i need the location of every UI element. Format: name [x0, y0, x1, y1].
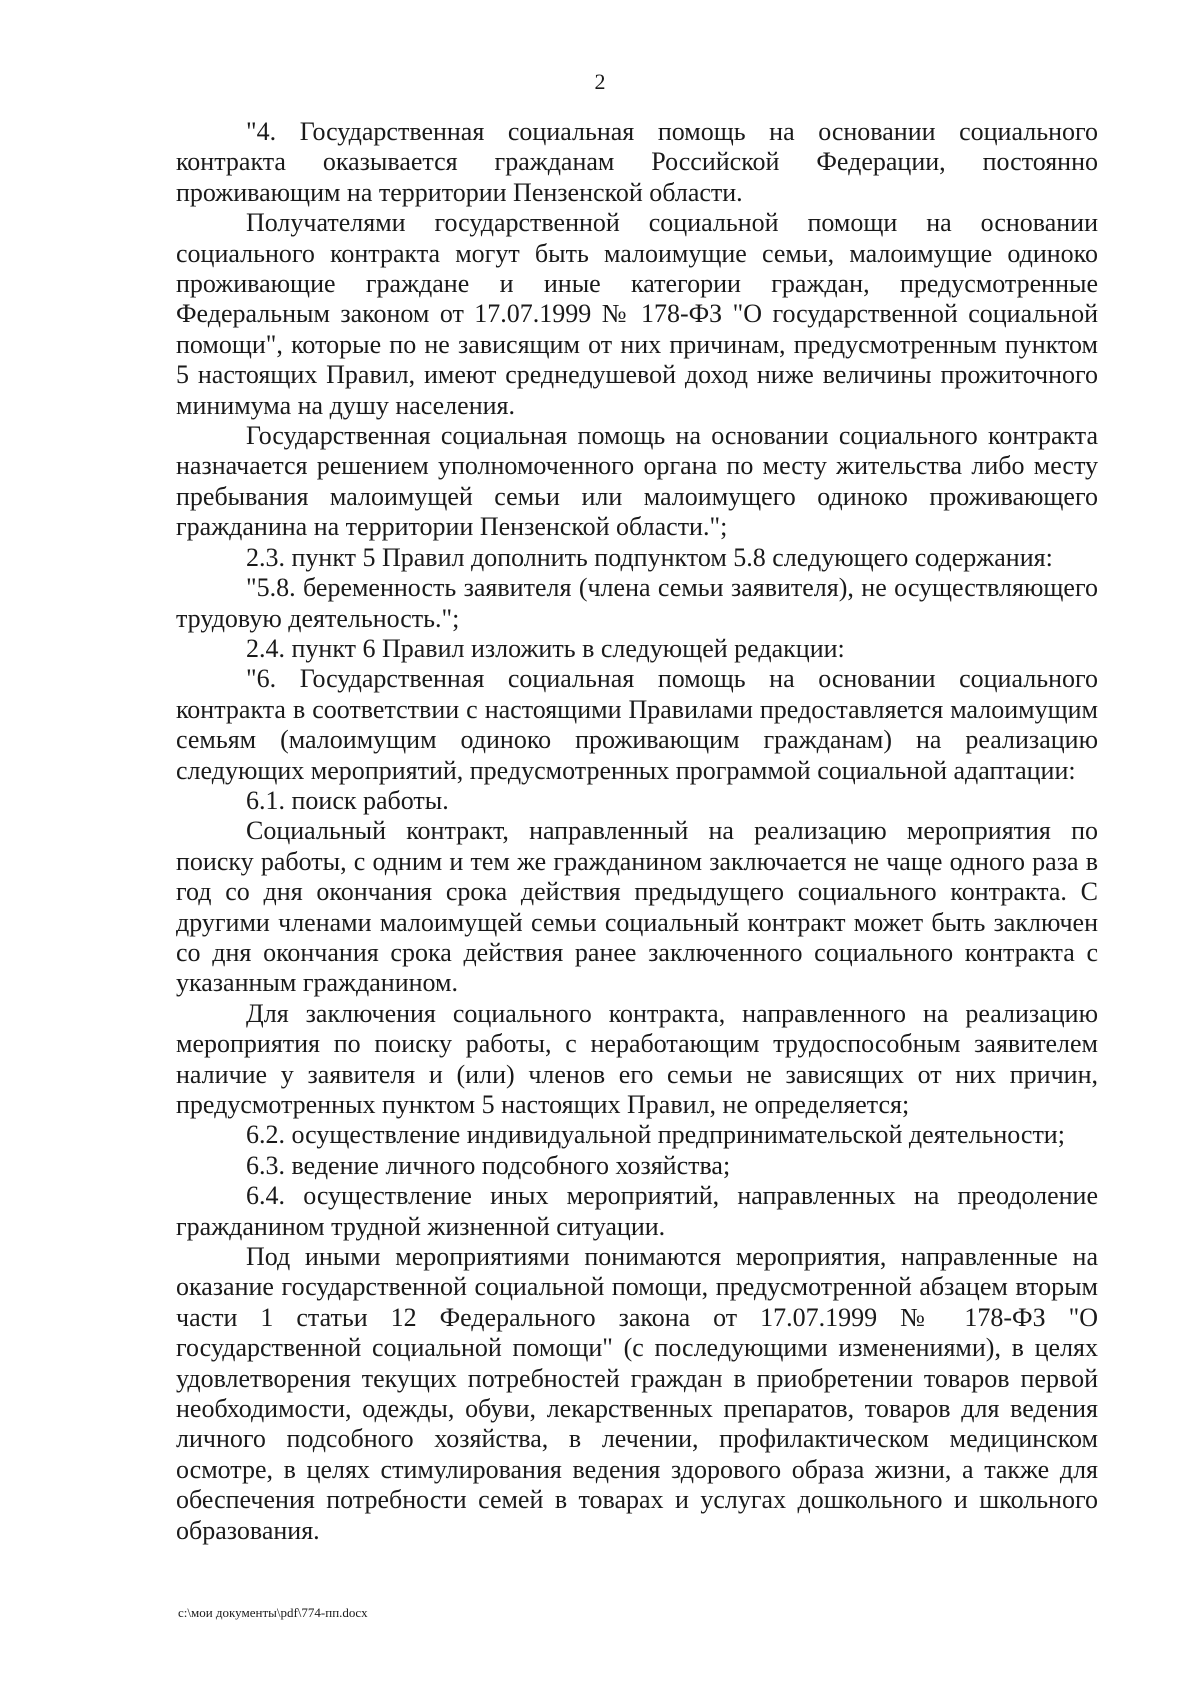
paragraph-other-measures: Под иными мероприятиями понимаются мероприятия, направленные на оказание государственной социальной помощи, предусмотренной абзацем вторым части 1 статьи 12 Федерального закона от 17.07.1999 № 178-ФЗ "О государственной социальной помощи" (с последующими изменениями), в целях удовлетворения текущих потребностей граждан в приобретении товаров первой необходимости, одежды, обуви, лекарственных препаратов, товаров для ведения личного подсобного хозяйства, в лечении, профилактическом медицинском осмотре, в целях стимулирования ведения здорового образа жизни, а также для обеспечения потребности семей в товарах и услугах дошкольного и школьного образования.	[176, 1242, 1098, 1545]
paragraph-6-4: 6.4. осуществление иных мероприятий, направленных на преодоление гражданином трудной жизненной ситуации.	[176, 1181, 1098, 1241]
page-number: 2	[594, 69, 606, 94]
paragraph-6-3: 6.3. ведение личного подсобного хозяйства;	[246, 1150, 731, 1180]
paragraph-2-4: 2.4. пункт 6 Правил изложить в следующей редакции:	[246, 633, 845, 663]
paragraph-5-8: "5.8. беременность заявителя (члена семьи заявителя), не осуществляющего трудовую деятельность.";	[176, 573, 1098, 633]
paragraph-recipients: Получателями государственной социальной помощи на основании социального контракта могут быть малоимущие семьи, малоимущие одиноко проживающие граждане и иные категории граждан, предусмотренные Федеральным законом от 17.07.1999 № 178-ФЗ "О государственной социальной помощи", которые по не зависящим от них причинам, предусмотренным пунктом 5 настоящих Правил, имеют среднедушевой доход ниже величины прожиточного минимума на душу населения.	[176, 208, 1098, 420]
paragraph-assignment: Государственная социальная помощь на основании социального контракта назначается решением уполномоченного органа по месту жительства либо месту пребывания малоимущей семьи или малоимущего одиноко проживающего гражданина на территории Пензенской области.";	[176, 421, 1098, 542]
paragraph-2-3: 2.3. пункт 5 Правил дополнить подпунктом 5.8 следующего содержания:	[246, 542, 1053, 572]
paragraph-6-2: 6.2. осуществление индивидуальной предпринимательской деятельности;	[246, 1120, 1065, 1150]
document-body	[176, 117, 1098, 1546]
footer-file-path: c:\мои документы\pdf\774-пп.docx	[178, 1605, 368, 1620]
paragraph-4-intro: "4. Государственная социальная помощь на основании социального контракта оказывается гражданам Российской Федерации, постоянно проживающим на территории Пензенской области.	[176, 117, 1098, 207]
paragraph-6: "6. Государственная социальная помощь на основании социального контракта в соответствии с настоящими Правилами предоставляется малоимущим семьям (малоимущим одиноко проживающим гражданам) на реализацию следующих мероприятий, предусмотренных программой социальной адаптации:	[176, 664, 1098, 785]
paragraph-job-search-contract: Социальный контракт, направленный на реализацию мероприятия по поиску работы, с одним и тем же гражданином заключается не чаще одного раза в год со дня окончания срока действия предыдущего социального контракта. С другими членами малоимущей семьи социальный контракт может быть заключен со дня окончания срока действия ранее заключенного социального контракта с указанным гражданином.	[176, 816, 1098, 998]
paragraph-6-1: 6.1. поиск работы.	[246, 785, 449, 815]
paragraph-job-search-conditions: Для заключения социального контракта, направленного на реализацию мероприятия по поиску работы, с неработающим трудоспособным заявителем наличие у заявителя и (или) членов его семьи не зависящих от них причин, предусмотренных пунктом 5 настоящих Правил, не определяется;	[176, 998, 1098, 1119]
